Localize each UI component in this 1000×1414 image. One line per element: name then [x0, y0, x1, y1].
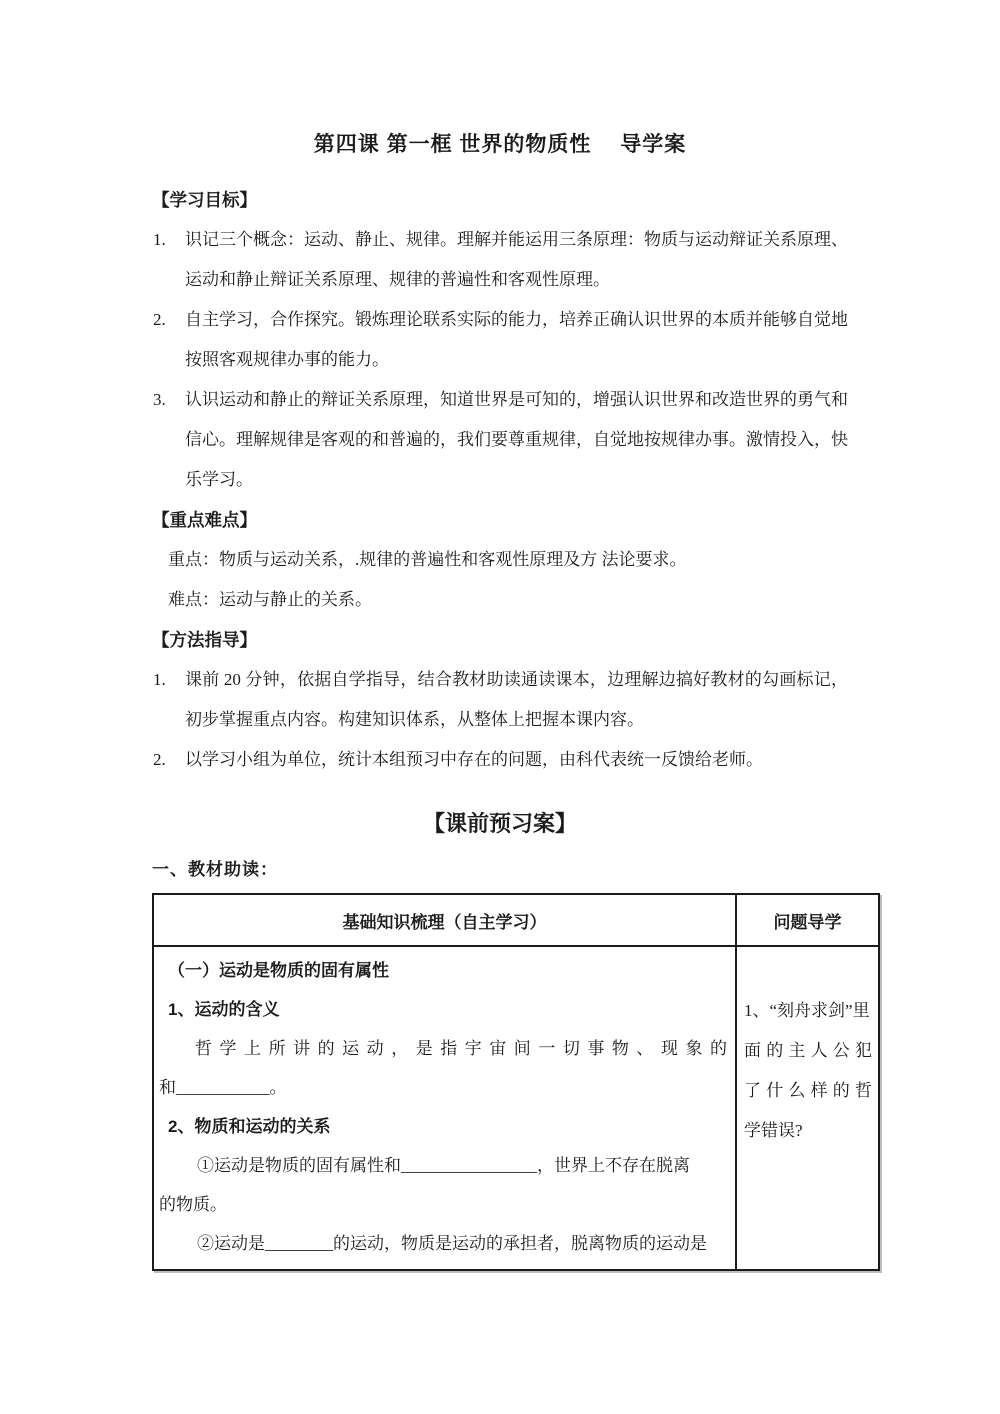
document-content	[152, 132, 872, 1271]
key-point-difficulty: 难点：运动与静止的关系。	[168, 590, 372, 609]
section-heading-pre-class-preview: 【课前预习案】	[422, 811, 577, 836]
basics-line-blank: 和___________。	[159, 1078, 287, 1097]
list-number: 2.	[153, 310, 166, 329]
guide-line: 学错误?	[744, 1121, 803, 1140]
section-heading-learning-goals: 【学习目标】	[152, 190, 257, 210]
key-point-focus: 重点：物质与运动关系，.规律的普遍性和客观性原理及方 法论要求。	[168, 550, 687, 569]
basics-line-blank: ①运动是物质的固有属性和________________，世界上不存在脱离	[197, 1156, 690, 1175]
guide-line: 面的主人公犯	[744, 1041, 872, 1060]
subsection-label-textbook-reading: 一、教材助读：	[152, 860, 278, 879]
list-text: 认识运动和静止的辩证关系原理，知道世界是可知的，增强认识世界和改造世界的勇气和信心。理解规律是客观的和普遍的，我们要尊重规律，自觉地按规律办事。激情投入，快乐学习。	[185, 390, 848, 489]
preview-table	[152, 893, 880, 1271]
section-heading-key-points: 【重点难点】	[152, 510, 257, 530]
basics-line: （一）运动是物质的固有属性	[168, 961, 389, 980]
method-item-1	[152, 660, 848, 740]
basics-line-blank: ②运动是________的运动，物质是运动的承担者，脱离物质的运动是	[197, 1234, 707, 1253]
list-text: 课前 20 分钟，依据自学指导，结合教材助读通读课本，边理解边搞好教材的勾画标记，初步掌握重点内容。构建知识体系，从整体上把握本课内容。	[185, 670, 848, 729]
list-text: 以学习小组为单位，统计本组预习中存在的问题，由科代表统一反馈给老师。	[185, 750, 763, 769]
basics-line: 2、物质和运动的关系	[168, 1117, 331, 1136]
goal-item-1	[152, 220, 848, 300]
section-heading-method-guidance: 【方法指导】	[152, 630, 257, 650]
list-number: 3.	[153, 390, 166, 409]
list-text: 识记三个概念：运动、静止、规律。理解并能运用三条原理：物质与运动辩证关系原理、运动和静止辩证关系原理、规律的普遍性和客观性原理。	[185, 230, 848, 289]
table-header-problem-guide: 问题导学	[736, 894, 879, 946]
list-text: 自主学习，合作探究。锻炼理论联系实际的能力，培养正确认识世界的本质并能够自觉地按照客观规律办事的能力。	[185, 310, 848, 369]
list-number: 1.	[153, 670, 166, 689]
goal-item-3	[152, 380, 848, 500]
table-header-basics: 基础知识梳理（自主学习）	[153, 894, 736, 946]
document-title: 第四课 第一框 世界的物质性 导学案	[313, 133, 687, 156]
guide-line: 了什么样的哲	[744, 1081, 872, 1100]
list-number: 1.	[153, 230, 166, 249]
table-cell-basics	[153, 946, 736, 1270]
guide-line: 1、“刻舟求剑”里	[744, 1001, 870, 1020]
basics-line: 哲学上所讲的运动，是指宇宙间一切事物、现象的	[195, 1039, 727, 1058]
basics-line: 的物质。	[159, 1195, 227, 1214]
table-cell-problem-guide	[736, 946, 879, 1270]
goal-item-2	[152, 300, 848, 380]
table-body-row	[153, 946, 879, 1270]
basics-line: 1、运动的含义	[168, 1000, 280, 1019]
method-item-2	[152, 740, 848, 780]
list-number: 2.	[153, 750, 166, 769]
table-header-row	[153, 894, 879, 946]
